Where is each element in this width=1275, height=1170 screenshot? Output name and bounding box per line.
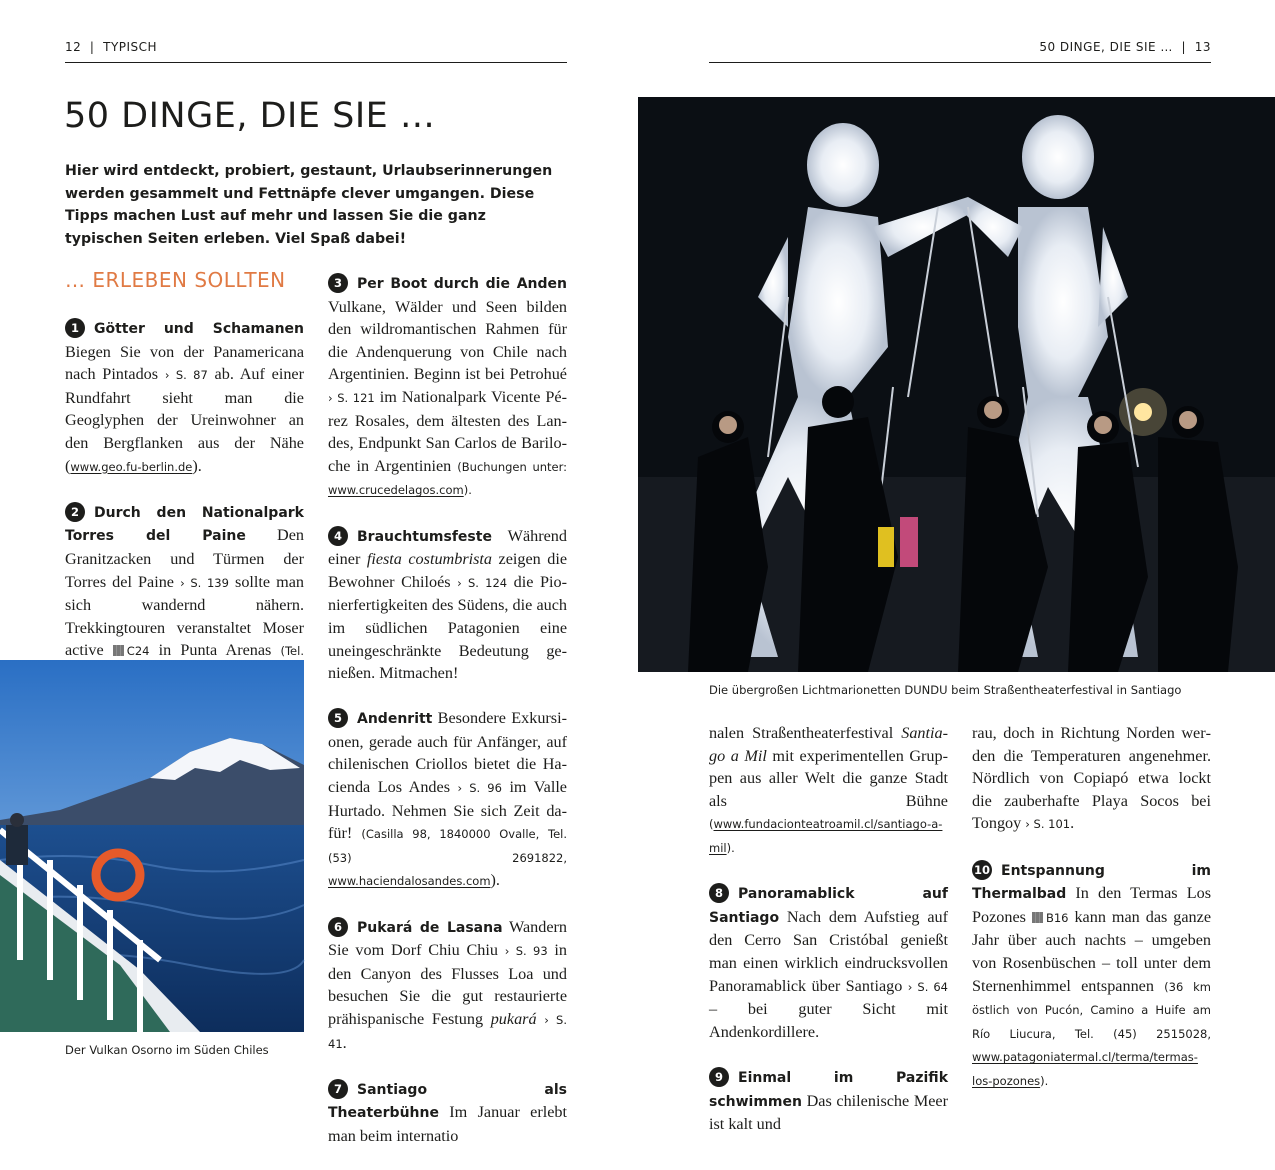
map-icon (113, 645, 124, 656)
tip-number-badge: 6 (328, 917, 348, 937)
running-head-separator: | (89, 40, 95, 54)
tip-heading: Pukará de Lasana (357, 919, 503, 936)
running-head-section-left: TYPISCH (103, 40, 158, 54)
arrow-right-icon: › (457, 781, 463, 796)
page-reference[interactable]: › S. 124 (457, 575, 508, 590)
page-reference[interactable]: › S. 121 (328, 390, 375, 405)
arrow-right-icon: › (1025, 817, 1030, 832)
arrow-right-icon: › (504, 944, 510, 959)
tip-heading: Einmal im Pazifik schwimmen (709, 1069, 948, 1110)
running-head-right (709, 40, 1211, 63)
map-icon (1032, 912, 1043, 923)
tip-heading: Andenritt (357, 711, 433, 728)
tip-3: 3 Per Boot durch die Anden Vulkane, Wälder und Seen bilden den wildromantischen Rahmen für die Andenquerung von Chile nach Argentinien. Beginn ist bei Petrohué › S. 121 im Nationalpark Vicente Pérez Rosales, dem ältesten des Landes, Endpunkt San Carlos de Bariloche in Argentinien (Buchungen unter: www.crucedelagos.com). (328, 272, 567, 502)
page-reference[interactable]: › S. 64 (907, 979, 949, 994)
tip-number-badge: 8 (709, 883, 729, 903)
arrow-right-icon: › (907, 979, 913, 994)
running-head-section-right: 50 DINGE, DIE SIE … (1039, 40, 1173, 54)
tip-number-badge: 9 (709, 1067, 729, 1087)
tip-1: 1 Götter und Schamanen Biegen Sie von der Panamericana nach Pintados › S. 87 ab. Auf einer Rundfahrt sieht man die Geoglyphen der Ureinwohner an den Bergflanken aus der Nähe (www.geo.fu-berlin.de). (65, 317, 304, 478)
section-heading: … ERLEBEN SOLLTEN (65, 268, 286, 292)
weblink[interactable]: www.fundacionteatroamil.cl/santiago-a-mil (709, 817, 943, 855)
photo-dundu-light-puppets (638, 97, 1275, 672)
tip-10: 10 Entspannung im Thermalbad In den Termas Los Pozones B16 kann man das ganze Jahr über auch nachts – umgeben von Rosenbüschen – toll unter dem Sternenhimmel entspannen (36 km östlich von Pucón, Camino a Huife am Río Liucura, Tel. (45) 2515028, www.patagoniatermal.cl/terma/termas-los-pozones). (972, 859, 1211, 1093)
intro-paragraph: Hier wird entdeckt, probiert, gestaunt, Urlaubserinnerungen werden gesammelt und Fettnäpfe clever umgangen. Diese Tipps machen Lust auf mehr und lassen Sie die ganz typischen Seiten erleben. Viel Spaß dabei! (65, 163, 553, 247)
arrow-right-icon: › (457, 575, 462, 590)
tip-number-badge: 3 (328, 273, 348, 293)
tip-9-start: 9 Einmal im Pazifik schwimmen Das chilenische Meer ist kalt und (709, 1066, 948, 1136)
running-head-separator: | (1181, 40, 1187, 54)
tip-9-continued: rau, doch in Richtung Norden werden die Temperaturen angenehmer. Nördlich von Copiapó etwa lockt die zauberhafte Playa Socos bei Tongoy › S. 101. (972, 724, 1211, 833)
tip-5: 5 Andenritt Besondere Exkursionen, gerade auch für Anfänger, auf chilenischen Criollos bietet die Hacienda Los Andes › S. 96 im Valle Hurtado. Nehmen Sie sich Zeit dafür! (Casilla 98, 1840000 Ovalle, Tel. (53) 2691822, www.haciendalosandes.com). (328, 709, 568, 890)
tip-2: 2 Durch den Nationalpark Torres del Paine Den Granitzacken und Türmen der Torres del Paine › S. 139 sollte man sich wandernd nähern. Trekkingtouren veranstaltet Moser active C24 in Punta Arenas (Tel. (65, 501, 304, 710)
text-column-3 (709, 722, 948, 1158)
page-reference[interactable]: › S. 96 (457, 781, 502, 796)
weblink[interactable]: www.patagoniatermal.cl/terma/termas-los-pozones (972, 1050, 1198, 1088)
tip-number-badge: 2 (65, 502, 85, 522)
weblink[interactable]: www.haciendalosandes.com (328, 874, 491, 889)
tip-number-badge: 1 (65, 318, 85, 338)
tip-heading: Götter und Schamanen (94, 321, 304, 337)
tip-7-start: 7 Santiago als Theaterbühne Im Januar erlebt man beim internatio (328, 1078, 567, 1148)
weblink[interactable]: www.crucedelagos.com (328, 483, 464, 498)
caption-dundu: Die übergroßen Lichtmarionetten DUNDU beim Straßentheaterfestival in Santiago (709, 683, 1182, 697)
tip-heading: Entspannung im Thermalbad (972, 862, 1211, 903)
page-reference[interactable]: › S. 41 (328, 1013, 567, 1051)
page-reference[interactable]: › S. 87 (164, 368, 208, 383)
weblink[interactable]: www.geo.fu-berlin.de (70, 459, 193, 474)
page-number-right: 13 (1194, 40, 1211, 54)
tip-heading: Durch den Nationalpark Torres del Paine (65, 504, 304, 545)
running-head-left (65, 40, 567, 63)
tip-number-badge: 5 (328, 708, 348, 728)
tip-number-badge: 4 (328, 526, 348, 546)
tip-4: 4 Brauchtumsfeste Während einer fiesta costumbrista zeigen die Bewohner Chiloés › S. 124 die Pionierfertigkeiten des Südens, die auch im südlichen Patagonien eine uneingeschränkte Bedeutung genießen. Mitmachen! (328, 526, 568, 683)
arrow-right-icon: › (180, 575, 185, 590)
page-reference[interactable]: › S. 139 (180, 575, 229, 590)
arrow-right-icon: › (164, 368, 170, 383)
page-reference[interactable]: › S. 93 (504, 944, 548, 959)
tip-6: 6 Pukará de Lasana Wandern Sie vom Dorf Chiu Chiu › S. 93 in den Canyon des Flusses Loa und besuchen Sie die gut restaurierte prähispanische Festung pukará › S. 41. (328, 917, 567, 1052)
arrow-right-icon: › (544, 1013, 549, 1027)
tip-heading: Santiago als Theaterbühne (328, 1081, 567, 1122)
map-reference[interactable]: B16 (1032, 911, 1069, 925)
tip-7-continued: nalen Straßentheaterfestival Santiago a Mil mit experimentellen Gruppen aus aller Welt die ganze Stadt als Bühne (www.fundacionteatroamil.cl/santiago-a-mil). (709, 724, 949, 855)
page-number-left: 12 (65, 40, 82, 54)
photo-osorno-volcano (0, 660, 304, 1032)
tip-number-badge: 7 (328, 1079, 348, 1099)
tip-heading: Brauchtumsfeste (357, 528, 492, 545)
map-reference[interactable]: C24 (113, 644, 150, 658)
page-reference[interactable]: › S. 101 (1025, 817, 1071, 832)
tip-heading: Panoramablick auf Santiago (709, 886, 948, 926)
tip-number-badge: 10 (972, 860, 992, 880)
text-column-2 (328, 272, 567, 1170)
tip-heading: Per Boot durch die Anden (357, 276, 567, 292)
page-title: 50 DINGE, DIE SIE … (64, 96, 436, 136)
caption-osorno: Der Vulkan Osorno im Süden Chiles (65, 1043, 269, 1057)
arrow-right-icon: › (328, 390, 333, 405)
text-column-4 (972, 722, 1211, 1115)
tip-8: 8 Panoramablick auf Santiago Nach dem Aufstieg auf den Cerro San Cristóbal genießt man einen wirklich eindrucksvollen Panoramablick über Santiago › S. 64 – bei guter Sicht mit Andenkordillere. (709, 882, 948, 1043)
